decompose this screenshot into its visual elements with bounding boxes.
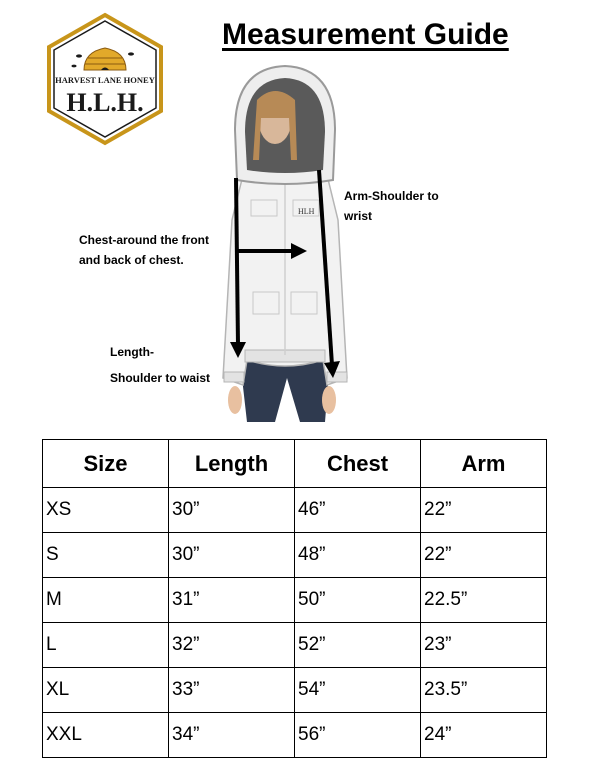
cell-arm: 23” xyxy=(421,623,547,668)
arm-annotation-line1: Arm-Shoulder to xyxy=(344,189,439,203)
chest-annotation-line1: Chest-around the front xyxy=(79,233,209,247)
header-length: Length xyxy=(169,440,295,488)
cell-chest: 48” xyxy=(295,533,421,578)
header-arm: Arm xyxy=(421,440,547,488)
cell-length: 32” xyxy=(169,623,295,668)
table-row xyxy=(43,713,547,758)
cell-arm: 22” xyxy=(421,488,547,533)
arm-annotation xyxy=(344,186,439,226)
cell-size: XL xyxy=(43,668,169,713)
table-row xyxy=(43,533,547,578)
table-row xyxy=(43,623,547,668)
logo-brand-text: HARVEST LANE HONEY xyxy=(55,75,155,85)
cell-chest: 56” xyxy=(295,713,421,758)
cell-length: 30” xyxy=(169,488,295,533)
cell-chest: 50” xyxy=(295,578,421,623)
header-size: Size xyxy=(43,440,169,488)
size-chart-table xyxy=(42,439,547,758)
harvest-lane-honey-logo xyxy=(44,12,166,146)
chest-annotation-line2: and back of chest. xyxy=(79,253,184,267)
header-chest: Chest xyxy=(295,440,421,488)
cell-arm: 22.5” xyxy=(421,578,547,623)
table-header-row xyxy=(43,440,547,488)
cell-length: 34” xyxy=(169,713,295,758)
cell-chest: 54” xyxy=(295,668,421,713)
length-annotation-line2: Shoulder to waist xyxy=(110,371,211,385)
cell-size: S xyxy=(43,533,169,578)
jacket-logo-text: HLH xyxy=(298,207,315,216)
arm-annotation-line2: wrist xyxy=(344,209,373,223)
cell-chest: 52” xyxy=(295,623,421,668)
chest-annotation xyxy=(79,230,209,270)
cell-arm: 24” xyxy=(421,713,547,758)
bee-suit-jacket-photo xyxy=(205,60,365,430)
cell-length: 33” xyxy=(169,668,295,713)
cell-chest: 46” xyxy=(295,488,421,533)
cell-size: XXL xyxy=(43,713,169,758)
logo-monogram: H.L.H. xyxy=(66,88,144,117)
cell-size: M xyxy=(43,578,169,623)
cell-size: XS xyxy=(43,488,169,533)
cell-size: L xyxy=(43,623,169,668)
cell-arm: 23.5” xyxy=(421,668,547,713)
page-title: Measurement Guide xyxy=(222,18,509,51)
cell-length: 31” xyxy=(169,578,295,623)
length-annotation-line1: Length- xyxy=(110,345,154,359)
table-row xyxy=(43,578,547,623)
table-row xyxy=(43,488,547,533)
cell-length: 30” xyxy=(169,533,295,578)
cell-arm: 22” xyxy=(421,533,547,578)
table-row xyxy=(43,668,547,713)
